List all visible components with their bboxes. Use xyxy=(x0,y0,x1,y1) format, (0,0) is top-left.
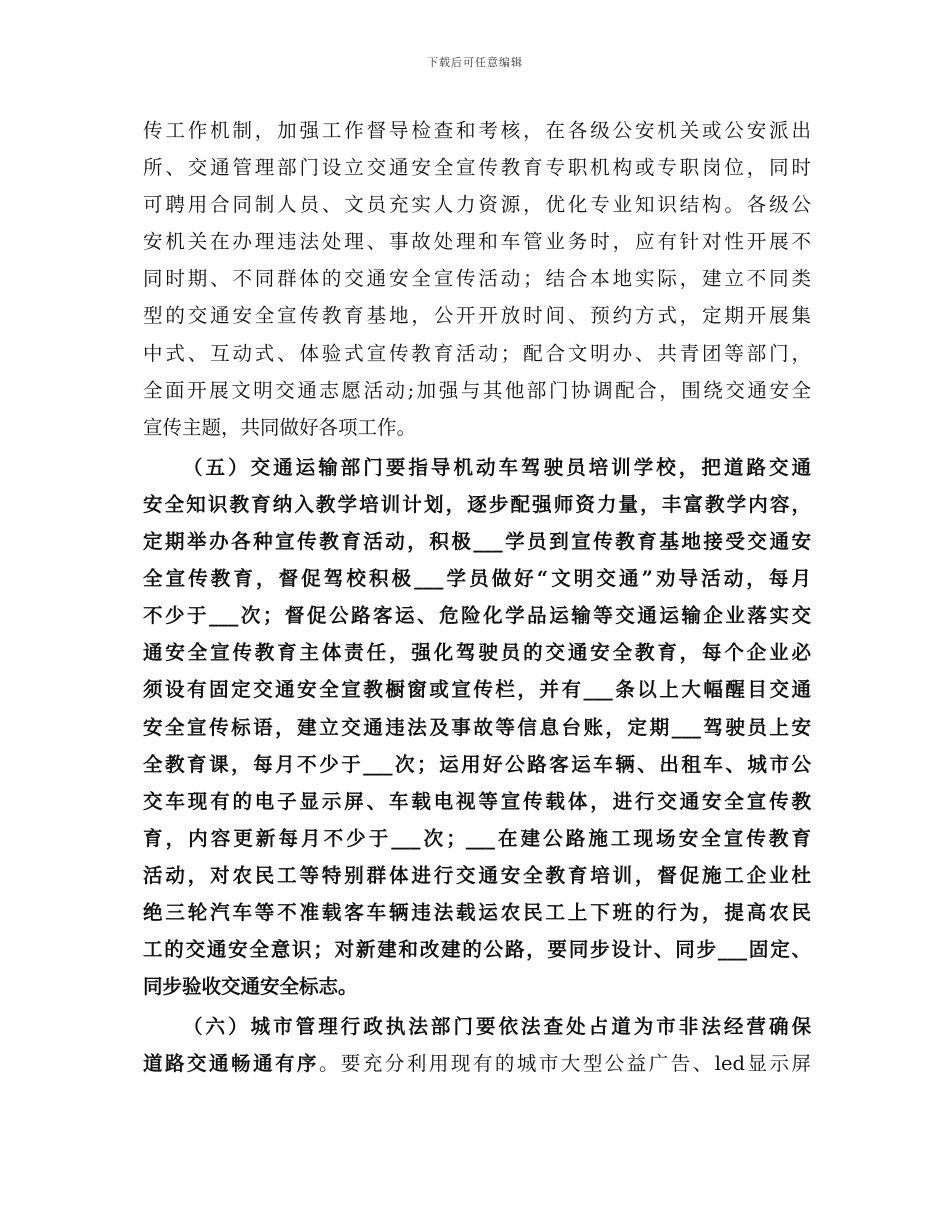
text-line: 传工作机制，加强工作督导检查和考核，在各级公安机关或公安派出 xyxy=(143,119,811,142)
text-line: 工的交通安全意识；对新建和改建的公路，要同步设计、同步___固定、 xyxy=(143,938,811,962)
text-line: 同时期、不同群体的交通安全宣传活动；结合本地实际，建立不同类 xyxy=(143,267,811,291)
text-line: 不少于___次；督促公路客运、危险化学品运输等交通运输企业落实交 xyxy=(143,604,811,628)
text-line: 安机关在办理违法处理、事故处理和车管业务时，应有针对性开展不 xyxy=(143,230,811,254)
document-body xyxy=(143,112,811,1082)
text-line: 所、交通管理部门设立交通安全宣传教育专职机构或专职岗位，同时 xyxy=(143,156,811,180)
text-line: 须设有固定交通安全宣教橱窗或宣传栏，并有___条以上大幅醒目交通 xyxy=(143,678,811,702)
text-line: 定期举办各种宣传教育活动，积极___学员到宣传教育基地接受交通安 xyxy=(143,530,811,554)
text-line: 育，内容更新每月不少于___次；___在建公路施工现场安全宣传教育 xyxy=(143,826,811,850)
text-line: 宣传主题，共同做好各项工作。 xyxy=(143,415,417,439)
text-line: 交车现有的电子显示屏、车载电视等宣传载体，进行交通安全宣传教 xyxy=(143,789,811,813)
paragraph-1 xyxy=(143,112,811,446)
text-line: （五）交通运输部门要指导机动车驾驶员培训学校，把道路交通 xyxy=(183,455,811,479)
bold-run: 道路交通畅通有序 xyxy=(143,1052,319,1076)
text-line xyxy=(143,1045,811,1082)
text-line: 全宣传教育，督促驾校积极___学员做好“文明交通”劝导活动，每月 xyxy=(143,567,811,591)
paragraph-3 xyxy=(143,1008,811,1082)
text-line: 可聘用合同制人员、文员充实人力资源，优化专业知识结构。各级公 xyxy=(143,193,811,217)
text-line: 全面开展文明交通志愿活动;加强与其他部门协调配合，围绕交通安全 xyxy=(143,378,811,402)
text-line: 通安全宣传教育主体责任，强化驾驶员的交通安全教育，每个企业必 xyxy=(143,641,811,665)
text-line: 活动，对农民工等特别群体进行交通安全教育培训，督促施工企业杜 xyxy=(143,863,811,887)
normal-run: 。要充分利用现有的城市大型公益广告、led显示屏 xyxy=(318,1052,811,1076)
text-line: 同步验收交通安全标志。 xyxy=(143,975,358,999)
text-line: 安全宣传标语，建立交通违法及事故等信息台账，定期___驾驶员上安 xyxy=(143,715,811,739)
text-line: 安全知识教育纳入教学培训计划，逐步配强师资力量，丰富教学内容， xyxy=(143,492,811,516)
text-line: 型的交通安全宣传教育基地，公开开放时间、预约方式，定期开展集 xyxy=(143,304,811,328)
paragraph-2 xyxy=(143,449,811,1005)
text-line: 绝三轮汽车等不准载客车辆违法载运农民工上下班的行为，提高农民 xyxy=(143,900,811,924)
text-line: 全教育课，每月不少于___次；运用好公路客运车辆、出租车、城市公 xyxy=(143,752,811,776)
text-line: 中式、互动式、体验式宣传教育活动；配合文明办、共青团等部门， xyxy=(143,341,811,365)
page-header: 下载后可任意编辑 xyxy=(427,56,523,69)
text-line: （六）城市管理行政执法部门要依法查处占道为市非法经营确保 xyxy=(183,1015,811,1039)
